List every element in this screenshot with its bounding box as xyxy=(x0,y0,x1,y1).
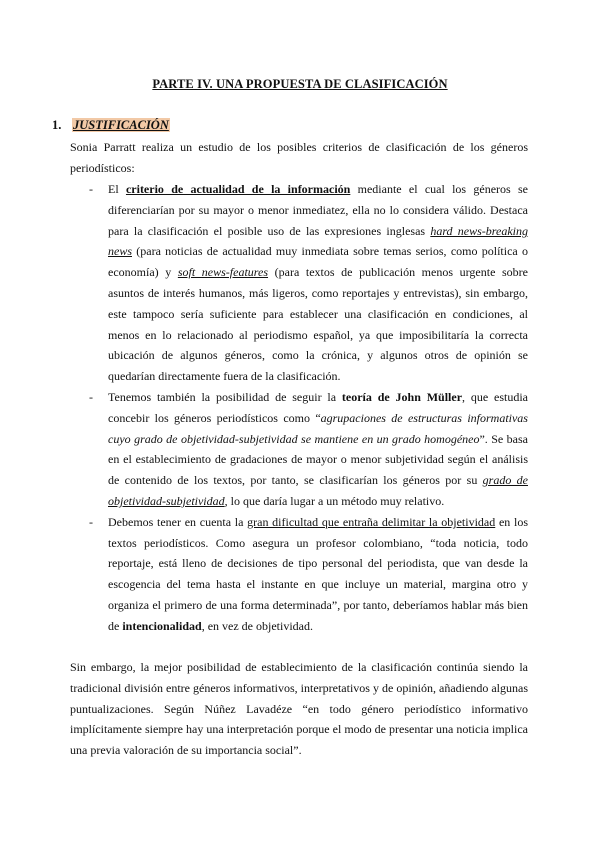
emphasis-italic: agrupaciones de estructuras informativas cuyo grado de objetividad-subjetividad se mantiene en un grado homogéneo xyxy=(108,410,528,446)
closing-paragraph: Sin embargo, la mejor posibilidad de establecimiento de la clasificación continúa siendo la tradicional división entre géneros informativos, interpretativos y de opinión, añadiendo algunas puntualizaciones. Según Núñez Lavadéze “en todo género periodístico informativo implícitamente siempre hay una interpretación porque el modo de presentar una noticia implica una previa valoración de su importancia social”. xyxy=(70,660,528,758)
list-item xyxy=(70,387,528,512)
criteria-list xyxy=(70,179,528,637)
page-title: PARTE IV. UNA PROPUESTA DE CLASIFICACIÓN xyxy=(152,77,448,91)
text-run: ”. Se basa en el establecimiento de gradaciones de mayor o menor subjetividad según el análisis de contenido de los textos, por tanto, se clasificarían los géneros por su xyxy=(108,431,528,488)
list-item-text xyxy=(108,390,528,508)
text-run: (para textos de publicación menos urgente sobre asuntos de interés humanos, más ligeros, como reportajes y entrevistas), sin embargo, este tampoco sería suficiente para establecer una clasificación en condiciones, al menos en lo relacionado al periodismo español, ya que imposibilitaría la correcta ubicación de algunos géneros, como la crónica, y algunos otros de opinión se quedarían directamente fuera de la clasificación. xyxy=(108,265,528,384)
bullet-marker: - xyxy=(89,182,93,196)
text-run: , que estudia concebir los géneros periodísticos como “ xyxy=(108,389,528,425)
text-run: Tenemos también la posibilidad de seguir la xyxy=(108,389,342,404)
text-run: , en vez de objetividad. xyxy=(201,618,313,633)
text-run: mediante el cual los géneros se diferenciarían por su mayor o menor inmediatez, ella no lo considera válido. Destaca para la clasificación el posible uso de las expresiones inglesas xyxy=(108,182,528,238)
list-item-text xyxy=(108,182,528,383)
section-heading xyxy=(52,118,170,133)
list-item-text xyxy=(108,515,528,633)
emphasis-italic: hard news-breaking news xyxy=(108,223,529,259)
emphasis-italic: soft news-features xyxy=(177,265,269,280)
emphasis-bold: intencionalidad xyxy=(122,618,202,633)
text-run: El xyxy=(108,182,126,196)
text-run: (para noticias de actualidad muy inmediata sobre temas serios, como política o economía) y xyxy=(108,244,528,280)
text-run: Debemos tener en cuenta la xyxy=(108,514,248,529)
bullet-marker: - xyxy=(89,389,93,404)
bullet-marker: - xyxy=(89,514,93,529)
list-item xyxy=(70,179,528,387)
emphasis-underline: gran dificultad que entraña delimitar la objetividad xyxy=(247,514,496,529)
emphasis-bold: criterio de actualidad de la información xyxy=(125,182,351,196)
emphasis-bold: teoría de John Müller xyxy=(341,389,463,404)
intro-paragraph: Sonia Parratt realiza un estudio de los posibles criterios de clasificación de los géneros periodísticos: xyxy=(70,140,528,175)
emphasis-italic: grado de objetividad-subjetividad xyxy=(108,473,528,508)
text-run: en los textos periodísticos. Como asegura un profesor colombiano, “toda noticia, todo reportaje, está lleno de decisiones de tipo personal del periodista, que van desde la escogencia del tema hasta el instante en que incluye un material, margina otro y organiza el primero de una forma determinada”, por tanto, deberíamos hablar más bien de xyxy=(108,514,528,633)
list-item xyxy=(70,512,528,637)
section-title: JUSTIFICACIÓN xyxy=(73,118,169,132)
text-run: , lo que daría lugar a un método muy relativo. xyxy=(224,493,445,508)
section-number: 1. xyxy=(52,118,62,132)
